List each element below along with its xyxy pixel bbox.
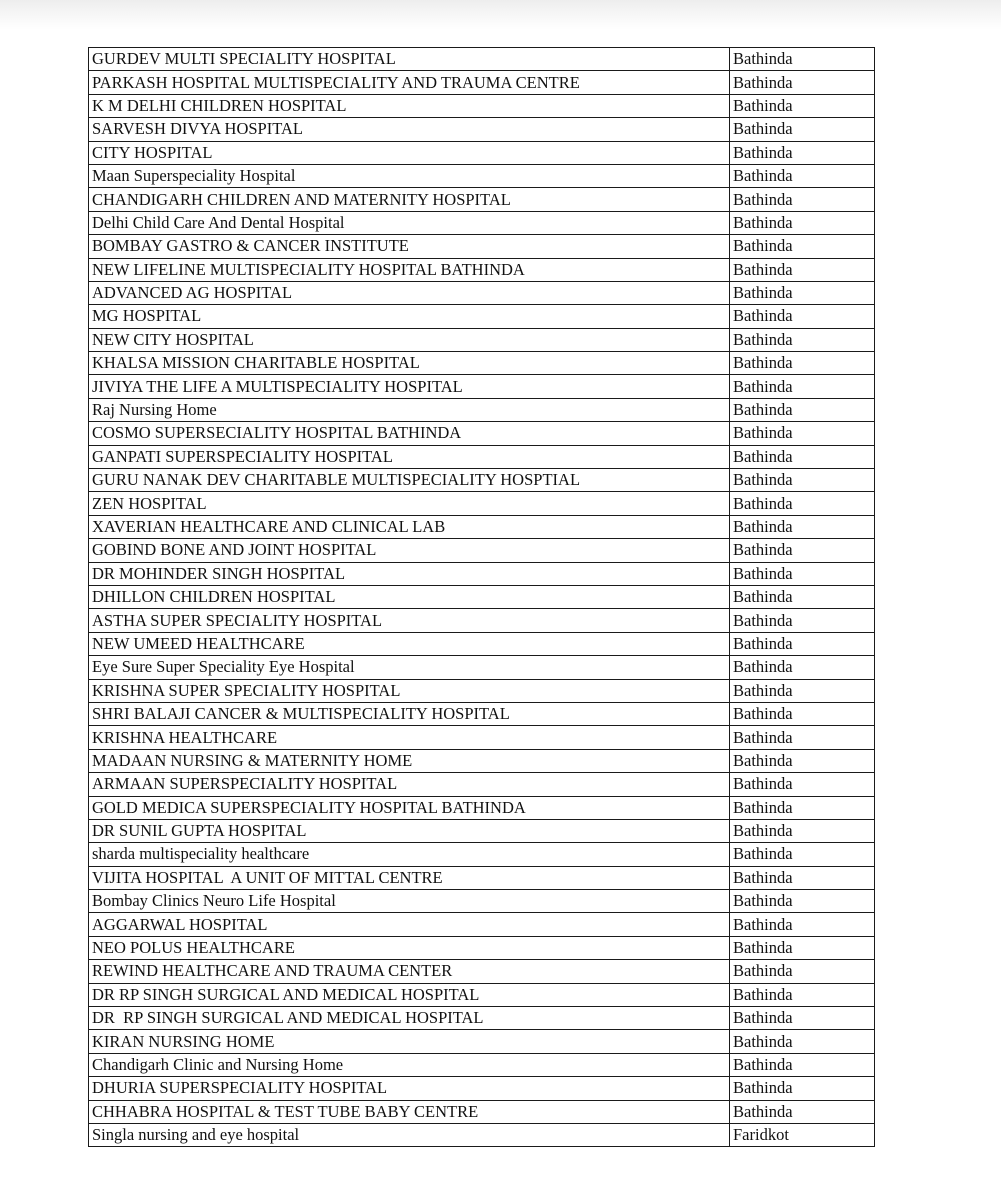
district-cell: Bathinda: [730, 375, 875, 398]
district-cell: Bathinda: [730, 773, 875, 796]
table-row: [89, 211, 875, 234]
hospital-name-cell: KRISHNA HEALTHCARE: [89, 726, 730, 749]
table-row: [89, 258, 875, 281]
district-cell: Bathinda: [730, 1030, 875, 1053]
hospital-name-cell: Chandigarh Clinic and Nursing Home: [89, 1053, 730, 1076]
district-cell: Bathinda: [730, 141, 875, 164]
table-row: [89, 164, 875, 187]
district-cell: Bathinda: [730, 1077, 875, 1100]
district-cell: Bathinda: [730, 1053, 875, 1076]
district-cell: Bathinda: [730, 258, 875, 281]
table-row: [89, 1053, 875, 1076]
district-cell: Bathinda: [730, 1007, 875, 1030]
table-row: [89, 375, 875, 398]
district-cell: Bathinda: [730, 94, 875, 117]
hospital-name-cell: DR MOHINDER SINGH HOSPITAL: [89, 562, 730, 585]
table-row: [89, 1123, 875, 1146]
hospital-name-cell: COSMO SUPERSECIALITY HOSPITAL BATHINDA: [89, 422, 730, 445]
district-cell: Bathinda: [730, 492, 875, 515]
district-cell: Bathinda: [730, 866, 875, 889]
hospital-name-cell: GURU NANAK DEV CHARITABLE MULTISPECIALITY HOSPTIAL: [89, 469, 730, 492]
table-row: [89, 1100, 875, 1123]
hospital-name-cell: ZEN HOSPITAL: [89, 492, 730, 515]
hospital-name-cell: GOLD MEDICA SUPERSPECIALITY HOSPITAL BATHINDA: [89, 796, 730, 819]
hospital-name-cell: DR RP SINGH SURGICAL AND MEDICAL HOSPITAL: [89, 1007, 730, 1030]
district-cell: Bathinda: [730, 819, 875, 842]
hospital-name-cell: Maan Superspeciality Hospital: [89, 164, 730, 187]
table-row: [89, 773, 875, 796]
district-cell: Bathinda: [730, 281, 875, 304]
table-row: [89, 843, 875, 866]
district-cell: Bathinda: [730, 585, 875, 608]
district-cell: Bathinda: [730, 960, 875, 983]
hospital-name-cell: MG HOSPITAL: [89, 305, 730, 328]
hospital-name-cell: CHANDIGARH CHILDREN AND MATERNITY HOSPITAL: [89, 188, 730, 211]
hospital-name-cell: VIJITA HOSPITAL A UNIT OF MITTAL CENTRE: [89, 866, 730, 889]
district-cell: Bathinda: [730, 398, 875, 421]
district-cell: Bathinda: [730, 890, 875, 913]
table-row: [89, 632, 875, 655]
table-row: [89, 141, 875, 164]
district-cell: Bathinda: [730, 352, 875, 375]
district-cell: Bathinda: [730, 235, 875, 258]
district-cell: Bathinda: [730, 632, 875, 655]
hospital-name-cell: ADVANCED AG HOSPITAL: [89, 281, 730, 304]
hospital-name-cell: DR RP SINGH SURGICAL AND MEDICAL HOSPITAL: [89, 983, 730, 1006]
district-cell: Bathinda: [730, 469, 875, 492]
district-cell: Bathinda: [730, 656, 875, 679]
hospital-name-cell: XAVERIAN HEALTHCARE AND CLINICAL LAB: [89, 515, 730, 538]
table-row: [89, 960, 875, 983]
district-cell: Bathinda: [730, 679, 875, 702]
hospital-name-cell: KIRAN NURSING HOME: [89, 1030, 730, 1053]
table-row: [89, 1007, 875, 1030]
district-cell: Bathinda: [730, 843, 875, 866]
hospital-name-cell: GANPATI SUPERSPECIALITY HOSPITAL: [89, 445, 730, 468]
table-row: [89, 469, 875, 492]
hospital-name-cell: NEW CITY HOSPITAL: [89, 328, 730, 351]
hospital-name-cell: Singla nursing and eye hospital: [89, 1123, 730, 1146]
hospital-name-cell: BOMBAY GASTRO & CANCER INSTITUTE: [89, 235, 730, 258]
hospital-name-cell: GURDEV MULTI SPECIALITY HOSPITAL: [89, 48, 730, 71]
table-row: [89, 118, 875, 141]
table-row: [89, 539, 875, 562]
hospital-name-cell: SARVESH DIVYA HOSPITAL: [89, 118, 730, 141]
district-cell: Bathinda: [730, 913, 875, 936]
hospital-name-cell: PARKASH HOSPITAL MULTISPECIALITY AND TRAUMA CENTRE: [89, 71, 730, 94]
district-cell: Bathinda: [730, 936, 875, 959]
table-row: [89, 585, 875, 608]
district-cell: Bathinda: [730, 796, 875, 819]
district-cell: Bathinda: [730, 118, 875, 141]
table-row: [89, 749, 875, 772]
district-cell: Bathinda: [730, 188, 875, 211]
district-cell: Bathinda: [730, 305, 875, 328]
hospital-name-cell: DHURIA SUPERSPECIALITY HOSPITAL: [89, 1077, 730, 1100]
table-row: [89, 913, 875, 936]
hospital-name-cell: DHILLON CHILDREN HOSPITAL: [89, 585, 730, 608]
hospital-name-cell: CITY HOSPITAL: [89, 141, 730, 164]
hospital-name-cell: K M DELHI CHILDREN HOSPITAL: [89, 94, 730, 117]
hospital-name-cell: NEW LIFELINE MULTISPECIALITY HOSPITAL BATHINDA: [89, 258, 730, 281]
hospital-name-cell: NEW UMEED HEALTHCARE: [89, 632, 730, 655]
hospital-name-cell: MADAAN NURSING & MATERNITY HOME: [89, 749, 730, 772]
table-row: [89, 515, 875, 538]
district-cell: Bathinda: [730, 702, 875, 725]
district-cell: Bathinda: [730, 726, 875, 749]
district-cell: Bathinda: [730, 328, 875, 351]
district-cell: Bathinda: [730, 422, 875, 445]
hospital-name-cell: SHRI BALAJI CANCER & MULTISPECIALITY HOSPITAL: [89, 702, 730, 725]
table-row: [89, 656, 875, 679]
district-cell: Bathinda: [730, 749, 875, 772]
table-row: [89, 71, 875, 94]
district-cell: Bathinda: [730, 48, 875, 71]
table-row: [89, 305, 875, 328]
table-row: [89, 94, 875, 117]
district-cell: Bathinda: [730, 445, 875, 468]
hospital-name-cell: Eye Sure Super Speciality Eye Hospital: [89, 656, 730, 679]
table-row: [89, 866, 875, 889]
table-row: [89, 352, 875, 375]
hospital-table: [88, 47, 875, 1147]
hospital-name-cell: sharda multispeciality healthcare: [89, 843, 730, 866]
table-row: [89, 796, 875, 819]
table-row: [89, 726, 875, 749]
table-row: [89, 328, 875, 351]
hospital-table-body: [89, 48, 875, 1147]
hospital-name-cell: REWIND HEALTHCARE AND TRAUMA CENTER: [89, 960, 730, 983]
table-row: [89, 1030, 875, 1053]
table-row: [89, 702, 875, 725]
table-row: [89, 819, 875, 842]
district-cell: Bathinda: [730, 71, 875, 94]
table-row: [89, 235, 875, 258]
table-row: [89, 679, 875, 702]
hospital-name-cell: Bombay Clinics Neuro Life Hospital: [89, 890, 730, 913]
table-row: [89, 890, 875, 913]
table-row: [89, 936, 875, 959]
district-cell: Bathinda: [730, 562, 875, 585]
hospital-name-cell: Raj Nursing Home: [89, 398, 730, 421]
table-row: [89, 48, 875, 71]
hospital-name-cell: ARMAAN SUPERSPECIALITY HOSPITAL: [89, 773, 730, 796]
table-row: [89, 492, 875, 515]
table-row: [89, 445, 875, 468]
table-row: [89, 188, 875, 211]
top-shadow: [0, 0, 1001, 30]
hospital-name-cell: CHHABRA HOSPITAL & TEST TUBE BABY CENTRE: [89, 1100, 730, 1123]
district-cell: Bathinda: [730, 211, 875, 234]
district-cell: Bathinda: [730, 164, 875, 187]
hospital-name-cell: GOBIND BONE AND JOINT HOSPITAL: [89, 539, 730, 562]
table-row: [89, 422, 875, 445]
hospital-name-cell: Delhi Child Care And Dental Hospital: [89, 211, 730, 234]
table-row: [89, 398, 875, 421]
hospital-name-cell: NEO POLUS HEALTHCARE: [89, 936, 730, 959]
district-cell: Bathinda: [730, 539, 875, 562]
table-row: [89, 1077, 875, 1100]
district-cell: Bathinda: [730, 1100, 875, 1123]
hospital-name-cell: AGGARWAL HOSPITAL: [89, 913, 730, 936]
table-row: [89, 281, 875, 304]
district-cell: Bathinda: [730, 983, 875, 1006]
hospital-name-cell: DR SUNIL GUPTA HOSPITAL: [89, 819, 730, 842]
district-cell: Faridkot: [730, 1123, 875, 1146]
district-cell: Bathinda: [730, 609, 875, 632]
hospital-name-cell: ASTHA SUPER SPECIALITY HOSPITAL: [89, 609, 730, 632]
table-row: [89, 983, 875, 1006]
district-cell: Bathinda: [730, 515, 875, 538]
hospital-name-cell: KHALSA MISSION CHARITABLE HOSPITAL: [89, 352, 730, 375]
table-row: [89, 562, 875, 585]
hospital-name-cell: JIVIYA THE LIFE A MULTISPECIALITY HOSPITAL: [89, 375, 730, 398]
table-row: [89, 609, 875, 632]
hospital-name-cell: KRISHNA SUPER SPECIALITY HOSPITAL: [89, 679, 730, 702]
